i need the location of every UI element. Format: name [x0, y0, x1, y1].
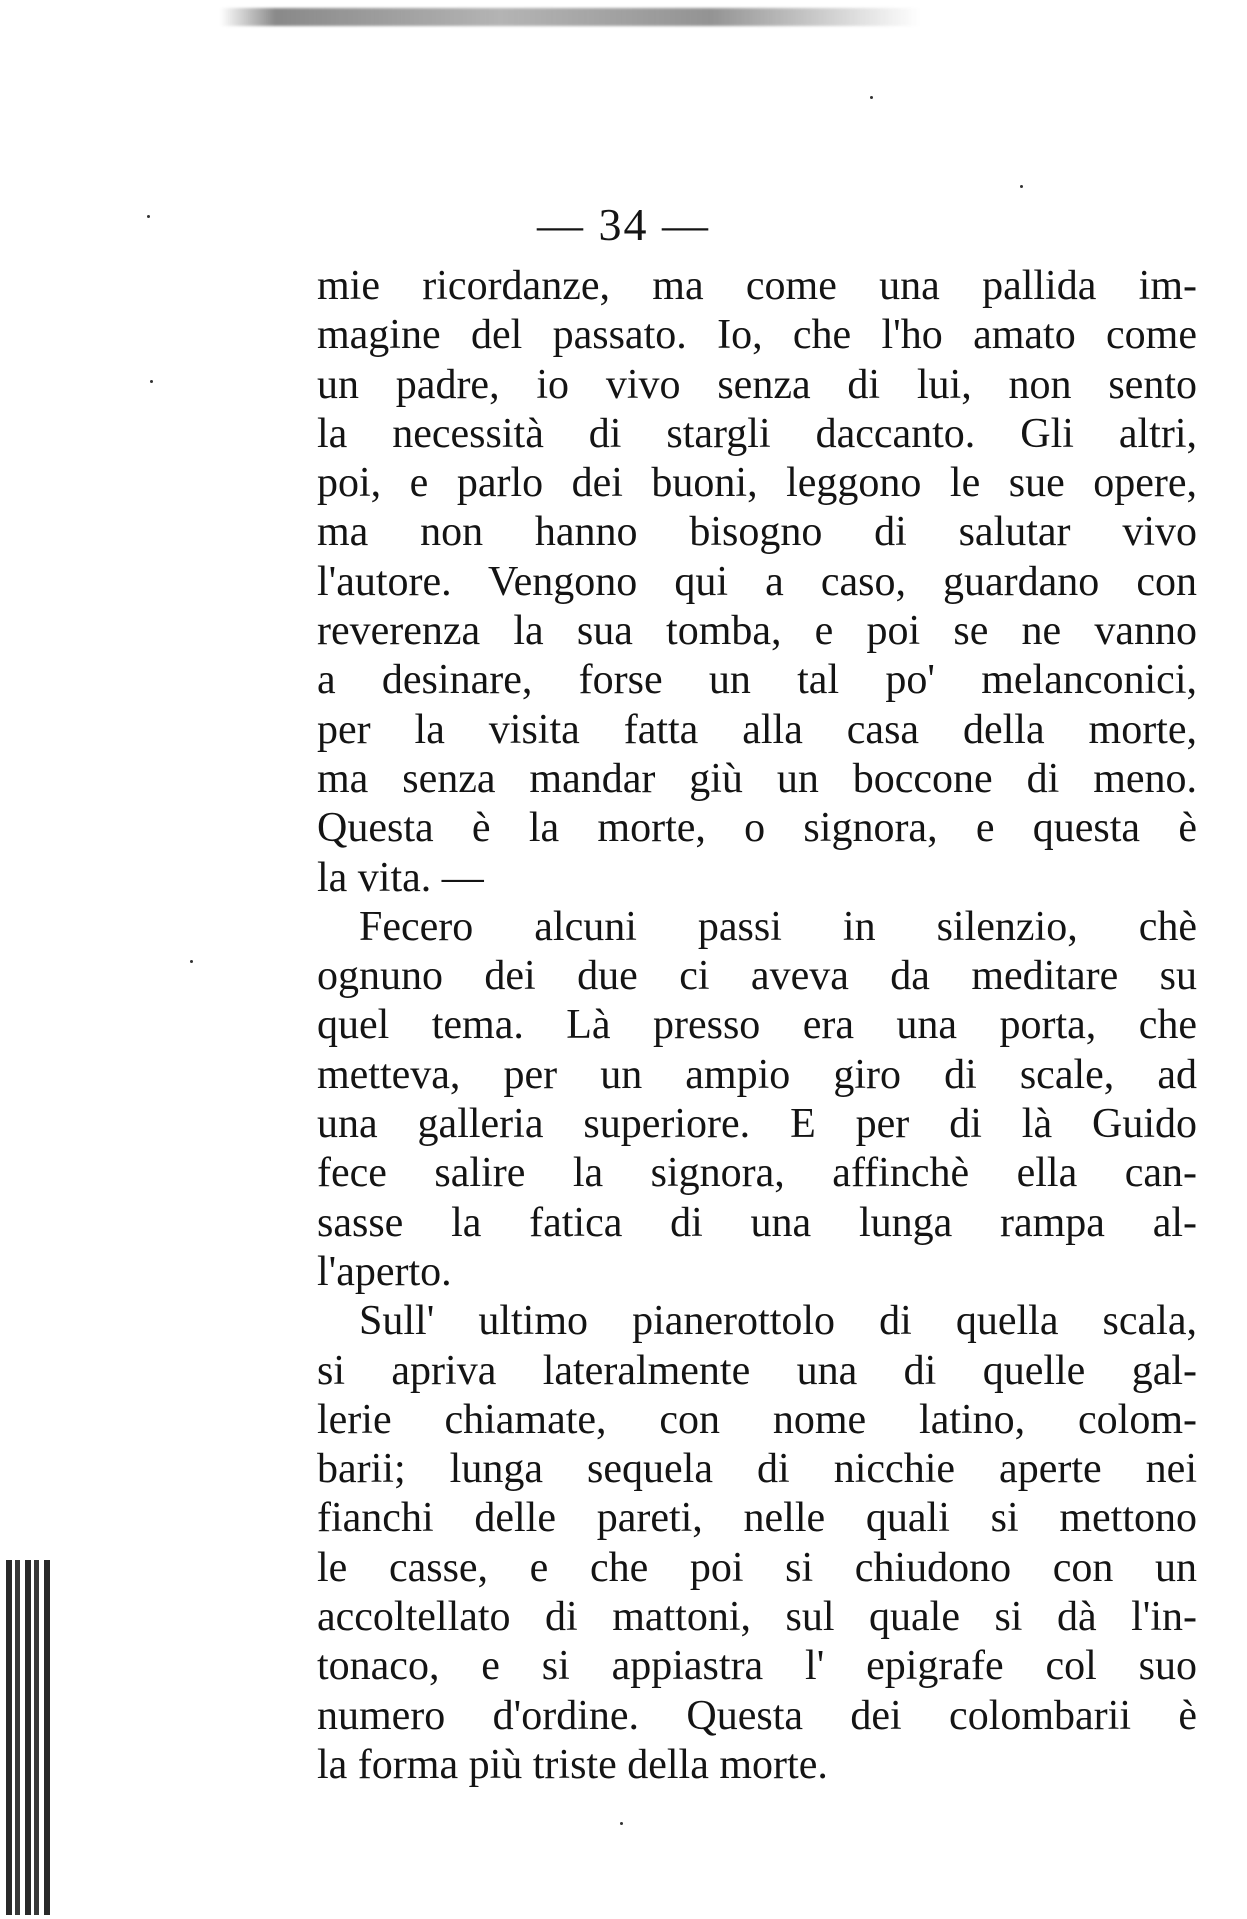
scan-speck	[620, 1822, 623, 1825]
text-line: l'aperto.	[317, 1248, 452, 1295]
scan-speck	[150, 380, 153, 383]
scan-speck	[190, 960, 193, 963]
text-line: la forma più triste della morte.	[317, 1741, 828, 1788]
text-line: metteva, per un ampio giro di scale, ad	[317, 1051, 1197, 1098]
text-line: la necessità di stargli daccanto. Gli altri,	[317, 410, 1197, 457]
text-line: l'autore. Vengono qui a caso, guardano con	[317, 558, 1197, 605]
text-line: numero d'ordine. Questa dei colombarii è	[317, 1692, 1197, 1739]
text-line: mie ricordanze, ma come una pallida im-	[317, 263, 1197, 309]
scan-speck	[870, 96, 873, 99]
text-line: per la visita fatta alla casa della morte,	[317, 706, 1197, 753]
text-line: barii; lunga sequela di nicchie aperte nei	[317, 1446, 1197, 1493]
text-line: ognuno dei due ci aveva da meditare su	[317, 953, 1197, 1000]
scan-artifact-left-edge	[6, 1560, 50, 1915]
text-line: ma non hanno bisogno di salutar vivo	[317, 509, 1197, 556]
text-line: a desinare, forse un tal po' melanconici,	[317, 657, 1197, 704]
text-line: una galleria superiore. E per di là Guido	[317, 1101, 1197, 1148]
text-line: Questa è la morte, o signora, e questa è	[317, 805, 1197, 852]
text-line: Fecero alcuni passi in silenzio, chè	[359, 903, 1197, 950]
text-line: la vita. —	[317, 854, 484, 901]
text-line: un padre, io vivo senza di lui, non sento	[317, 361, 1197, 408]
text-line: reverenza la sua tomba, e poi se ne vanno	[317, 608, 1197, 655]
paragraph	[317, 1297, 1197, 1790]
text-line: tonaco, e si appiastra l' epigrafe col suo	[317, 1643, 1197, 1690]
text-line: si apriva lateralmente una di quelle gal-	[317, 1347, 1197, 1394]
text-line: accoltellato di mattoni, sul quale si dà l'in-	[317, 1594, 1197, 1641]
paragraph	[317, 903, 1197, 1297]
text-line: poi, e parlo dei buoni, leggono le sue opere,	[317, 460, 1197, 507]
text-line: fianchi delle pareti, nelle quali si mettono	[317, 1495, 1197, 1542]
text-line: quel tema. Là presso era una porta, che	[317, 1002, 1197, 1049]
text-line: le casse, e che poi si chiudono con un	[317, 1544, 1197, 1591]
page-number: — 34 —	[537, 199, 710, 250]
scan-artifact-top	[220, 8, 920, 26]
text-line: fece salire la signora, affinchè ella can-	[317, 1150, 1197, 1197]
text-line: magine del passato. Io, che l'ho amato come	[317, 312, 1197, 359]
scan-speck	[1020, 185, 1023, 188]
paragraph	[317, 262, 1197, 903]
text-line: ma senza mandar giù un boccone di meno.	[317, 755, 1197, 802]
body-text	[317, 262, 1197, 1790]
text-line: sasse la fatica di una lunga rampa al-	[317, 1199, 1197, 1246]
text-line: lerie chiamate, con nome latino, colom-	[317, 1396, 1197, 1443]
text-line: Sull' ultimo pianerottolo di quella scala,	[359, 1298, 1197, 1345]
